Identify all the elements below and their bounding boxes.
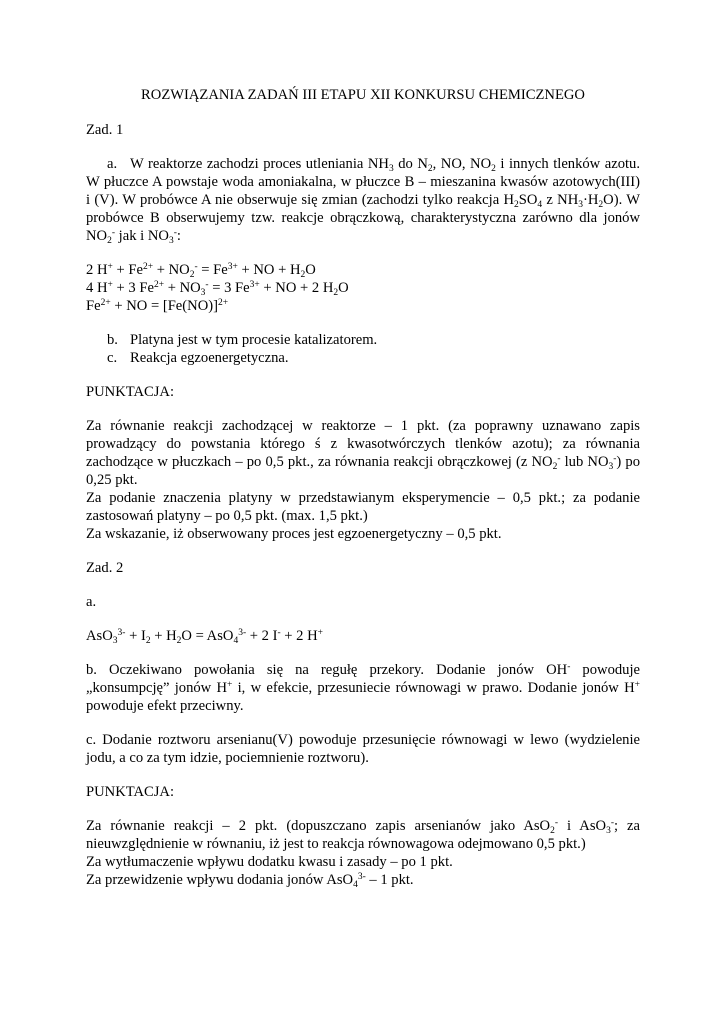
zad1-punktacja-line5: Za podanie znaczenia platyny w przedstawianym eksperymencie – 0,5 pkt.; za podanie <box>86 490 640 506</box>
zad1-c: c. Reakcja egzoenergetyczna. <box>107 350 289 366</box>
zad2-c-line2: jodu, a co za tym idzie, pociemnienie roztworu). <box>86 750 369 766</box>
zad1-a-line4: probówce B obserwujemy tzw. reakcje obrączkową, charakterystyczna zarówno dla jonów <box>86 210 640 226</box>
zad1-punktacja-line1: Za równanie reakcji zachodzącej w reaktorze – 1 pkt. (za poprawny uznawano zapis <box>86 418 640 434</box>
zad2-punktacja-line1: Za równanie reakcji – 2 pkt. (dopuszczano zapis arsenianów jako AsO$_2$- i AsO$_3$-; za <box>86 818 641 836</box>
zad1-a-line1: a. W reaktorze zachodzi proces utleniania $NH_3$ do $N_2$, NO, $NO_2$ i innych tlenków azotu. <box>107 156 640 174</box>
zad2-b-line2: „konsumpcję” jonów H+ i, w efekcie, przesuniecie równowagi w prawo. Dodanie jonów H+ <box>86 680 640 696</box>
zad1-punktacja-line7: Za wskazanie, iż obserwowany proces jest egzoenergetyczny – 0,5 pkt. <box>86 526 502 542</box>
zad1-punktacja-line4: 0,25 pkt. <box>86 472 138 488</box>
page-title: ROZWIĄZANIA ZADAŃ III ETAPU XII KONKURSU CHEMICZNEGO <box>141 87 585 103</box>
zad2-equation: $AsO_3^{3-} + I_2 + H_2O = AsO_4^{3-} + 2$ I- + 2 H+ <box>86 628 323 646</box>
zad2-punktacja-line4: Za przewidzenie wpływu dodania jonów AsO$_4^{3-}$ – 1 pkt. <box>86 872 414 890</box>
zad1-b: b. Platyna jest w tym procesie katalizatorem. <box>107 332 378 348</box>
zad2-punktacja-line2: nieuwzględnienie w równaniu, iż jest to reakcja równowagowa odejmowano 0,5 pkt.) <box>86 836 586 852</box>
zad1-punktacja-line3: zachodzące w płuczkach – po 0,5 pkt., za równania reakcji obrączkowej (z $NO_2^-$ lub $NO_3^-$) po <box>86 454 640 472</box>
zad2-a-label: a. <box>86 594 97 610</box>
zad1-punktacja-heading: PUNKTACJA: <box>86 384 175 400</box>
zad1-equation-2: 4 H+ + 3 $Fe^{2+} + NO_3^- = 3$ $Fe^{3+}$ + NO + 2 $H_2O$ <box>86 280 349 298</box>
zad2-b-line1: b. Oczekiwano powołania się na regułę przekory. Dodanie jonów OH- powoduje <box>86 662 640 678</box>
zad2-heading: Zad. 2 <box>86 560 124 576</box>
zad1-heading: Zad. 1 <box>86 122 124 138</box>
zad1-equation-1: 2 $H^+ + Fe^{2+} + NO_2^- = Fe^{3+}$ + NO + $H_2O$ <box>86 262 316 280</box>
zad2-b-line3: powoduje efekt przeciwny. <box>86 698 244 714</box>
zad2-punktacja-heading: PUNKTACJA: <box>86 784 175 800</box>
zad1-a-line3: i (V). W probówce A nie obserwuje się zmian (zachodzi tylko reakcja $H_2SO_4$ z $NH_3\cdot H_2O$). W <box>86 192 641 210</box>
zad1-a-line2: W płuczce A powstaje woda amoniakalna, w płuczce B – mieszanina kwasów azotowych(III) <box>86 174 640 190</box>
zad2-c-line1: c. Dodanie roztworu arsenianu(V) powoduje przesunięcie równowagi w lewo (wydzielenie <box>86 732 640 748</box>
zad1-equation-3: $Fe^{2+}$ + NO = $[Fe(NO)]^{2+}$ <box>86 298 229 314</box>
zad2-punktacja-line3: Za wytłumaczenie wpływu dodatku kwasu i zasady – po 1 pkt. <box>86 854 453 870</box>
zad1-punktacja-line2: prowadzący do powstania którego ś z kwasotwórczych tlenków azotu); za równania <box>86 436 640 452</box>
zad1-a-line5: $NO_2^-$ jak i $NO_3^-$: <box>86 228 181 246</box>
zad1-punktacja-line6: zastosowań platyny – po 0,5 pkt. (max. 1,5 pkt.) <box>86 508 368 524</box>
